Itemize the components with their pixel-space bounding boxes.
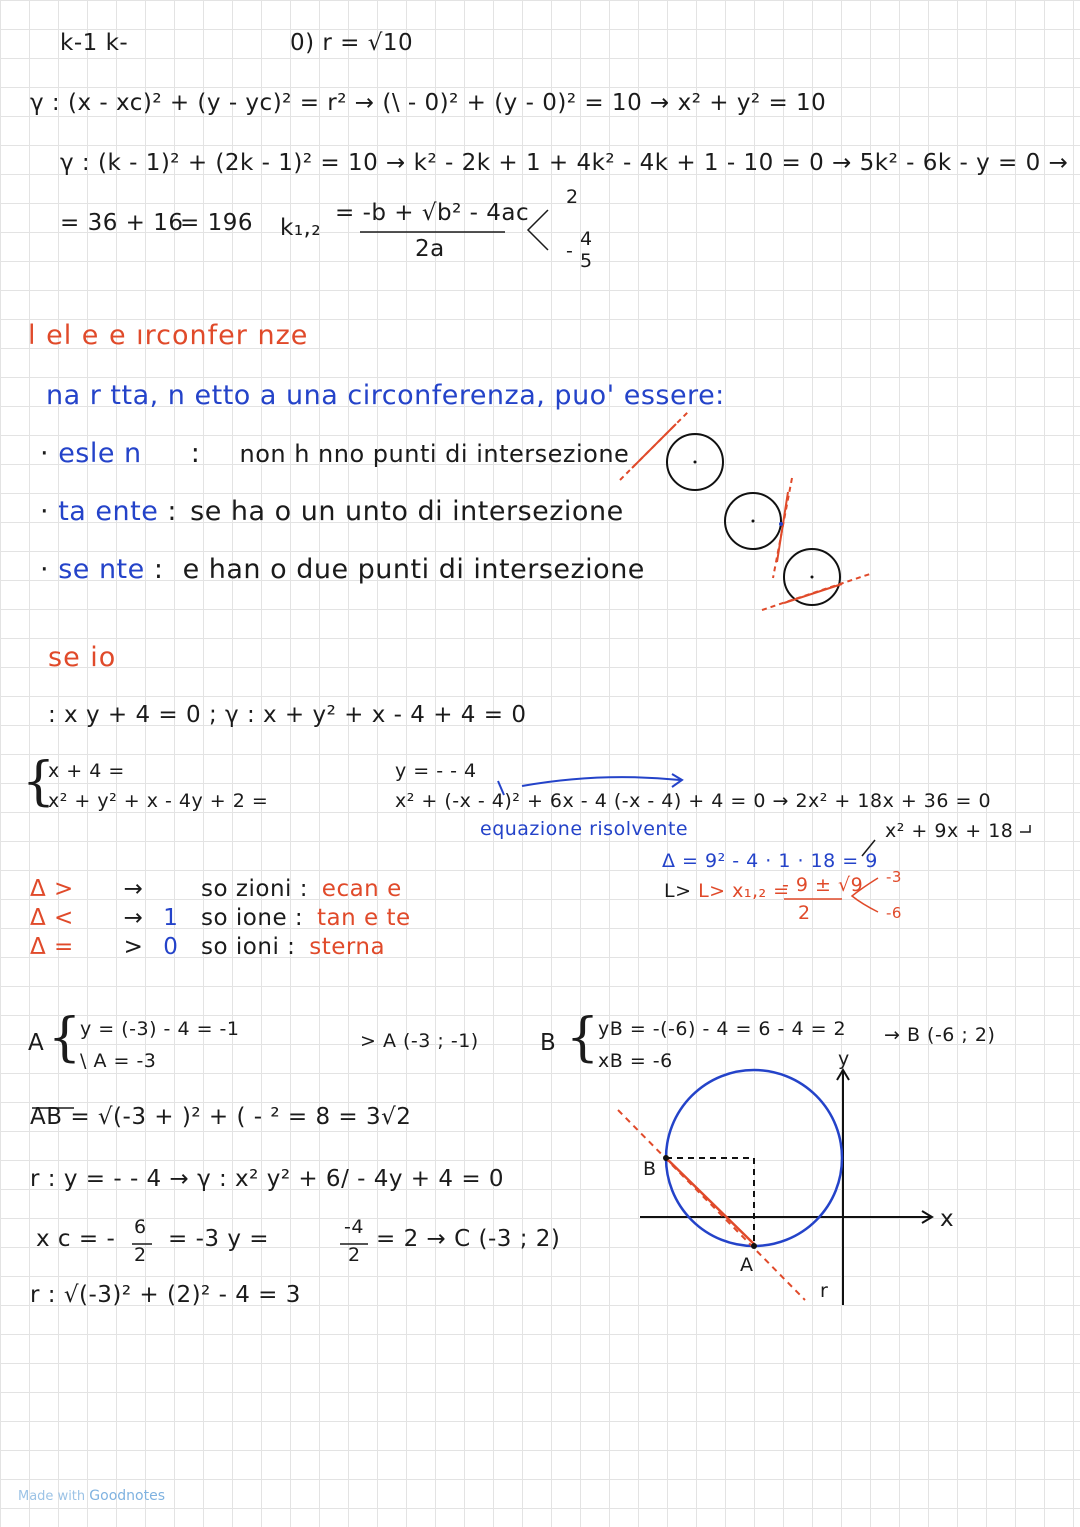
roots-bracket [528,210,548,250]
item-text: non h nno punti di intersezione [239,440,630,468]
A-eq-1: y = (-3) - 4 = -1 [80,1018,240,1040]
list-item-external: · esle n : non h nno punti di intersezione [40,438,630,469]
graph-point-A-dot [751,1243,757,1249]
substitution-arrow [522,777,680,786]
y-axis-label: y [838,1048,850,1070]
B-result: → B (-6 ; 2) [884,1024,996,1046]
item-text: se ha o un unto di intersezione [190,496,624,527]
x-solution-num: - 9 ± √9 [782,874,864,896]
substitution-1: y = - - 4 [395,760,477,782]
item-label: esle n [58,438,142,469]
AB-distance: AB = √(-3 + )² + ( - ² = 8 = 3√2 [30,1104,412,1130]
radius-calc: r : √(-3)² + (2)² - 4 = 3 [30,1282,301,1308]
section-intro: na r tta, n etto a una circonferenza, puo' essere: [46,380,725,411]
A-brace: { [48,1008,82,1068]
x-root-2: -6 [886,904,902,922]
x-axis-label: x [940,1206,955,1232]
secant-line [784,584,842,603]
item-sep: : [153,554,164,585]
list-item-secant: · se nte : e han o due punti di intersezione [40,554,645,585]
item-sep: : [167,496,178,527]
substitution-2: x² + (-x - 4)² + 6x - 4 (-x - 4) + 4 = 0 → 2x² + 18x + 36 = 0 [395,790,992,812]
B-brace: { [566,1008,600,1068]
quadratic-formula-den: 2a [415,236,445,262]
eq-line-4b: = 196 [180,210,253,236]
watermark: Made with Goodnotes [18,1488,165,1504]
section-heading-example: se io [48,642,117,673]
eq-line-4a: = 36 + 16 [60,210,184,236]
risolvente-label: equazione risolvente [480,818,689,840]
eq-line-1b: 0) r = √10 [290,30,414,56]
k-label: k₁,₂ [280,215,322,241]
example-equations: : x y + 4 = 0 ; γ : x + y² + x - 4 + 4 = 0 [48,702,527,728]
x-root-1: -3 [886,868,902,886]
root-2-num: 4 [580,228,593,250]
case-delta-negative: Δ < → 1 so ione : tan e te [30,905,411,931]
r-substitution: r : y = - - 4 → γ : x² y² + 6/ - 4y + 4 = 0 [30,1166,505,1192]
item-text: e han o due punti di intersezione [182,554,645,585]
graph-line-r: r [820,1280,829,1302]
B-eq-2: xB = -6 [598,1050,673,1072]
external-line [632,424,676,468]
item-label: se nte [58,554,145,585]
eq-line-3: γ : (k - 1)² + (2k - 1)² = 10 → k² - 2k + 1 + 4k² - 4k + 1 - 10 = 0 → 5k² - 6k - y = 0 → [60,150,1069,176]
B-eq-1: yB = -(-6) - 4 = 6 - 4 = 2 [598,1018,847,1040]
graph-line-r-dashed [618,1110,805,1300]
A-result: > A (-3 ; -1) [360,1030,479,1052]
graph-point-B-dot [663,1155,669,1161]
section-heading-positions: l el e e ırconfer nze [28,320,309,351]
center-result: = 2 → C (-3 ; 2) [376,1226,561,1252]
x-solution-den: 2 [798,902,811,924]
yc-frac-num: -4 [344,1216,364,1238]
root-2-den: 5 [580,250,593,272]
point-A-label: A [28,1030,45,1056]
xc-frac-num: 6 [134,1216,147,1238]
xc-rest: = -3 y = [168,1226,270,1252]
xc-frac-den: 2 [134,1244,147,1266]
yc-frac-den: 2 [348,1244,361,1266]
root-1: 2 [566,186,579,208]
eq-line-1a: k-1 k- [60,30,129,56]
system-eq-2: x² + y² + x - 4y + 2 = [48,790,269,812]
quadratic-formula-num: = -b + √b² - 4ac [335,200,530,226]
eq-line-2: γ : (x - xc)² + (y - yc)² = r² → (\ - 0)² + (y - 0)² = 10 → x² + y² = 10 [30,90,827,116]
graph-point-A: A [740,1254,754,1276]
point-B-label: B [540,1030,557,1056]
simplified-equation: x² + 9x + 18 [885,820,1014,842]
system-eq-1: x + 4 = [48,760,125,782]
tangent-line [777,492,788,562]
item-label: ta ente [58,496,159,527]
center-x-label: x c = - [36,1226,116,1252]
x-solution-label: L> L> x₁,₂ = [664,880,790,902]
item-sep: : [190,438,201,469]
root-2-sign: - [566,240,574,262]
case-delta-positive: Δ > → so zioni : ecan e [30,876,402,902]
A-eq-2: \ A = -3 [80,1050,157,1072]
case-delta-zero: Δ = > 0 so ioni : sterna [30,934,386,960]
delta-calc: Δ = 9² - 4 · 1 · 18 = 9 [662,850,878,872]
system-brace: { [22,752,56,812]
graph-point-B: B [643,1158,657,1180]
list-item-tangent: · ta ente : se ha o un unto di intersezione [40,496,624,527]
